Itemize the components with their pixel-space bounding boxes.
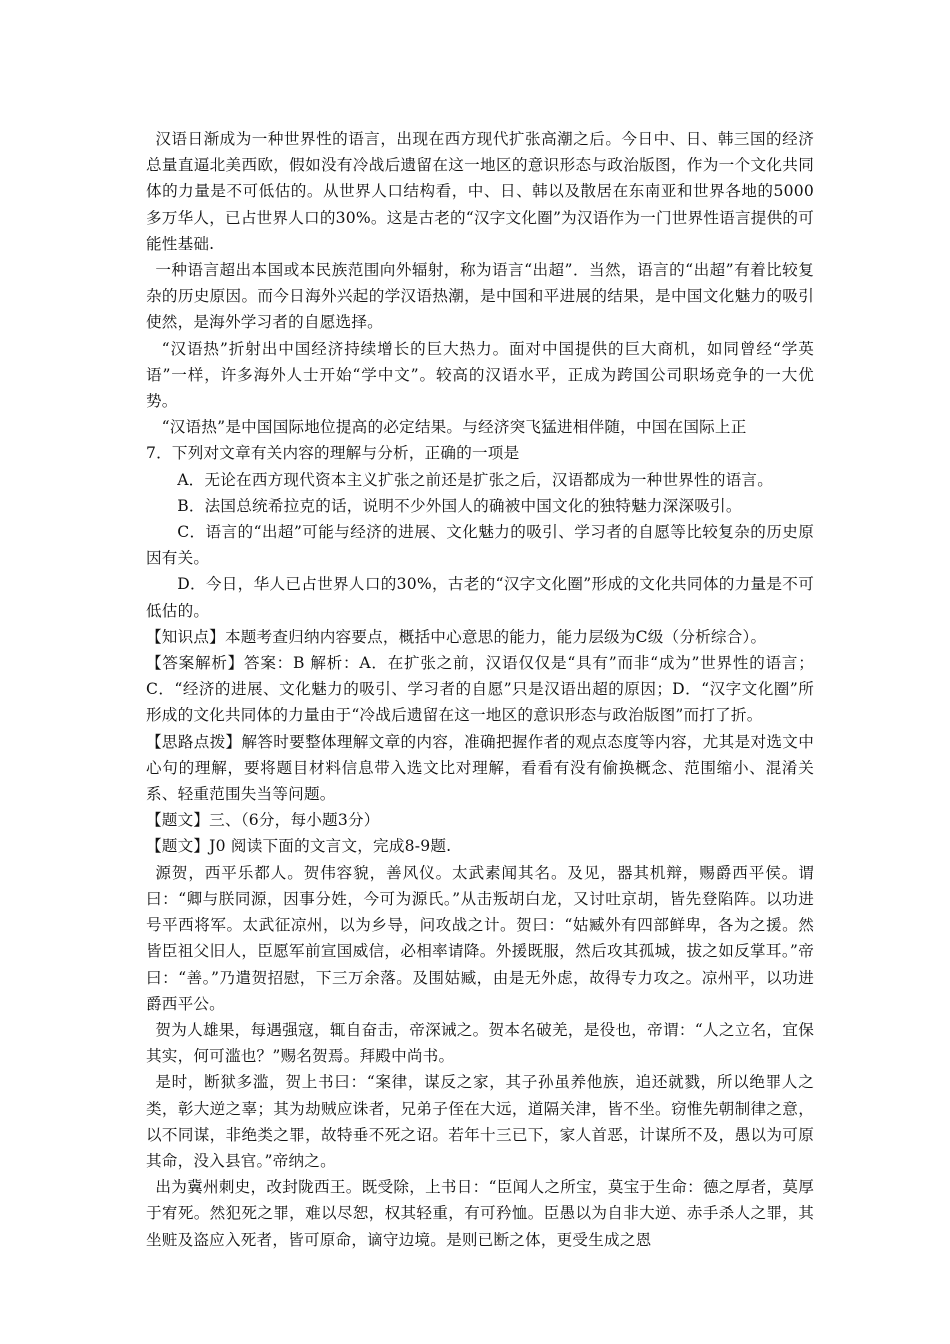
thinking-tips: 【思路点拨】解答时要整体理解文章的内容，准确把握作者的观点态度等内容，尤其是对选文中心句的理解，要将题目材料信息带入选文比对理解，看看有没有偷换概念、范围缩小、混淆关系、轻重范围失当等问题。 [146,732,814,804]
knowledge-point: 【知识点】本题考查归纳内容要点，概括中心意思的能力，能力层级为C级（分析综合）。 [146,627,767,646]
question-7-option-b: B．法国总统希拉克的话，说明不少外国人的确被中国文化的独特魅力深深吸引。 [177,496,742,515]
document-page [146,126,814,1253]
section-instruction: 【题文】J0 阅读下面的文言文，完成8-9题. [146,837,452,856]
classical-paragraph-2: 贺为人雄果，每遇强寇，辄自奋击，帝深诫之。贺本名破羌，是役也，帝谓：“人之立名，宜保其实，何可滥也？”赐名贺焉。拜殿中尚书。 [146,1020,814,1066]
question-7-stem: 7．下列对文章有关内容的理解与分析，正确的一项是 [146,444,520,463]
passage-paragraph-4: “汉语热”是中国国际地位提高的必定结果。与经济突飞猛进相伴随，中国在国际上正 [161,418,747,437]
passage-paragraph-3: “汉语热”折射出中国经济持续增长的巨大热力。面对中国提供的巨大商机，如同曾经“学英语”一样，许多海外人士开始“学中文”。较高的汉语水平，正成为跨国公司职场竞争的一大优势。 [146,339,814,411]
section-header: 【题文】三、（6分，每小题3分） [146,811,380,830]
passage-paragraph-2: 一种语言超出本国或本民族范围向外辐射，称为语言“出超”．当然，语言的“出超”有着比较复杂的历史原因。而今日海外兴起的学汉语热潮，是中国和平进展的结果，是中国文化魅力的吸引使然，是海外学习者的自愿选择。 [146,261,814,332]
question-7-option-d: D．今日，华人已占世界人口的30%，古老的“汉字文化圈”形成的文化共同体的力量是不可低估的。 [146,575,814,620]
passage-paragraph-1: 汉语日渐成为一种世界性的语言，出现在西方现代扩张高潮之后。今日中、日、韩三国的经济总量直逼北美西欧，假如没有冷战后遗留在这一地区的意识形态与政治版图，作为一个文化共同体的力量是不可低估的。从世界人口结构看，中、日、韩以及散居在东南亚和世界各地的5000多万华人，已占世界人口的30%。这是古老的“汉字文化圈”为汉语作为一门世界性语言提供的可能性基础. [146,130,814,253]
question-7-option-a: A．无论在西方现代资本主义扩张之前还是扩张之后，汉语都成为一种世界性的语言。 [177,470,774,489]
classical-paragraph-3: 是时，断狱多滥，贺上书曰：“案律，谋反之家，其子孙虽养他族，追还就戮，所以绝罪人之类，彰大逆之辜；其为劫贼应诛者，兄弟子侄在大远，道隔关津，皆不坐。窃惟先朝制律之意，以不同谋，非绝类之罪，故特垂不死之诏。若年十三已下，家人首恶，计谋所不及，愚以为可原其命，没入县官。”帝纳之。 [146,1073,814,1170]
classical-paragraph-1: 源贺，西平乐都人。贺伟容貌，善风仪。太武素闻其名。及见，器其机辩，赐爵西平侯。谓曰：“卿与朕同源，因事分姓，今可为源氏。”从击叛胡白龙，又讨吐京胡，皆先登陷阵。以功进号平西将军。太武征凉州，以为乡导，问攻战之计。贺曰：“姑臧外有四部鲜卑，各为之援。然皆臣祖父旧人，臣愿军前宣国威信，必相率请降。外援既服，然后攻其孤城，拔之如反掌耳。”帝曰：“善。”乃遣贺招慰，下三万余落。及围姑臧，由是无外虑，故得专力攻之。凉州平，以功进爵西平公。 [146,863,814,1013]
classical-paragraph-4: 出为冀州刺史，改封陇西王。既受除，上书日：“臣闻人之所宝，莫宝于生命：德之厚者，莫厚于宥死。然犯死之罪，难以尽恕，权其轻重，有可矜恤。臣愚以为自非大逆、赤手杀人之罪，其坐赃及盗应入死者，皆可原命，谪守边境。是则已断之体，更受生成之恩 [146,1178,814,1249]
answer-analysis: 【答案解析】答案：B 解析：A．在扩张之前，汉语仅仅是“具有”而非“成为”世界性的语言； C．“经济的进展、文化魅力的吸引、学习者的自愿”只是汉语出超的原因；D．“汉字文化圈”所形成的文化共同体的力量由于“冷战后遗留在这一地区的意识形态与政治版图”而打了折。 [146,654,814,725]
question-7-option-c: C．语言的“出超”可能与经济的进展、文化魅力的吸引、学习者的自愿等比较复杂的历史原因有关。 [146,523,814,568]
